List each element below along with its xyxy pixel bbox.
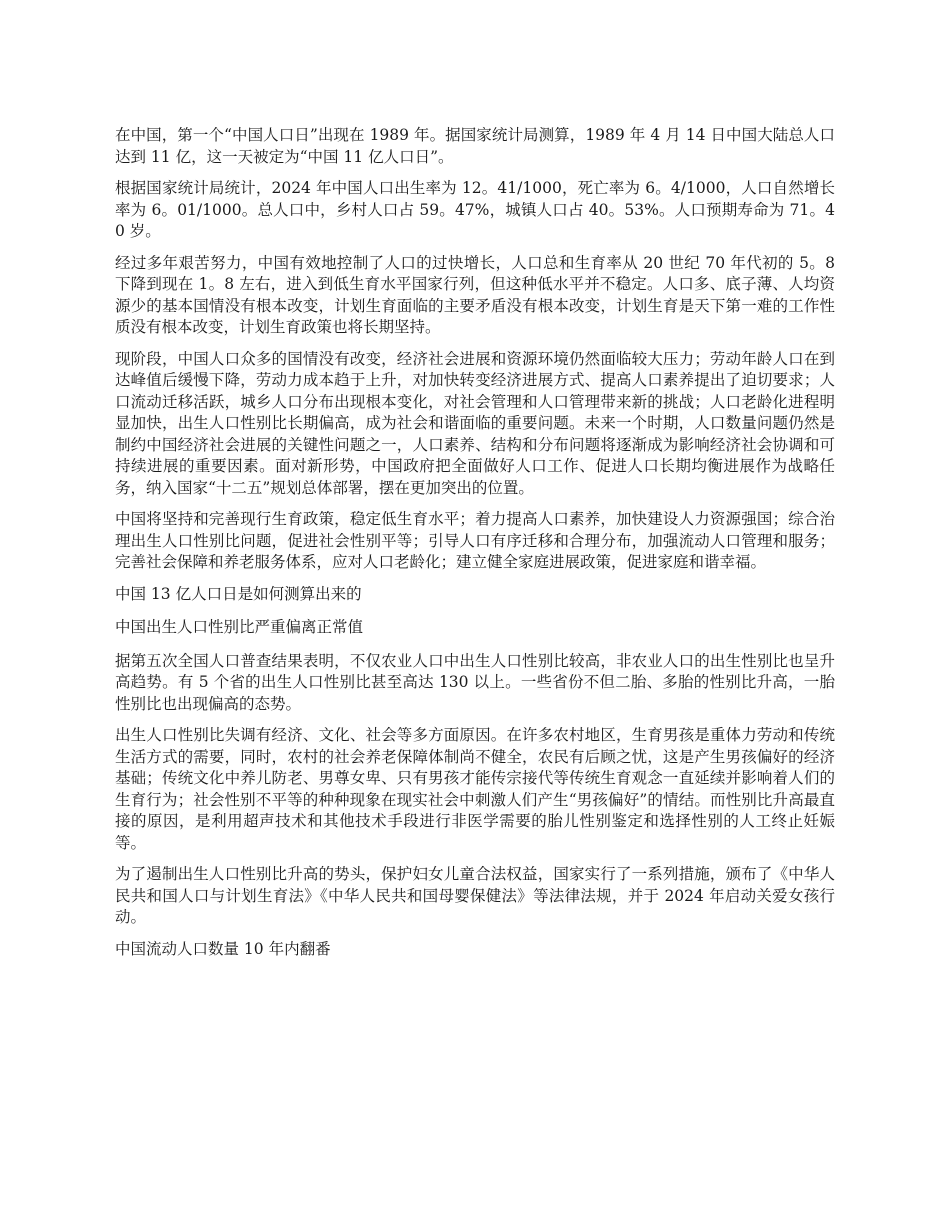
paragraph-census-results: 据第五次全国人口普查结果表明，不仅农业人口中出生人口性别比较高，非农业人口的出生性别比也呈升高趋势。有 5 个省的出生人口性别比甚至高达 130 以上。一些省份不但二胎、多胎的性别比升高，一胎性别比也出现偏高的态势。 [115,651,835,713]
paragraph-first-population-day: 在中国，第一个“中国人口日”出现在 1989 年。据国家统计局测算，1989 年 4 月 14 日中国大陆总人口达到 11 亿，这一天被定为“中国 11 亿人口日”。 [115,126,835,166]
section-title-1.3-billion-day: 中国 13 亿人口日是如何测算出来的 [115,584,362,603]
paragraph-policy-measures: 中国将坚持和完善现行生育政策，稳定低生育水平；着力提高人口素养，加快建设人力资源强国；综合治理出生人口性别比问题，促进社会性别平等；引导人口有序迁移和合理分布，加强流动人口管理和服务；完善社会保障和养老服务体系，应对人口老龄化；建立健全家庭进展政策，促进家庭和谐幸福。 [115,510,835,571]
paragraph-current-situation: 现阶段，中国人口众多的国情没有改变，经济社会进展和资源环境仍然面临较大压力；劳动年龄人口在到达峰值后缓慢下降，劳动力成本趋于上升，对加快转变经济进展方式、提高人口素养提出了迫切要求；人口流动迁移活跃，城乡人口分布出现根本变化，对社会管理和人口管理带来新的挑战；人口老龄化进程明显加快，出生人口性别比长期偏高，成为社会和谐面临的重要问题。未来一个时期，人口数量问题仍然是制约中国经济社会进展的关键性问题之一，人口素养、结构和分布问题将逐渐成为影响经济社会协调和可持续进展的重要因素。面对新形势，中国政府把全面做好人口工作、促进人口长期均衡进展作为战略任务，纳入国家“十二五”规划总体部署，摆在更加突出的位置。 [115,349,835,497]
paragraph-sex-ratio-causes: 出生人口性别比失调有经济、文化、社会等多方面原因。在许多农村地区，生育男孩是重体力劳动和传统生活方式的需要，同时，农村的社会养老保障体制尚不健全，农民有后顾之忧，这是产生男孩偏好的经济基础；传统文化中养儿防老、男尊女卑、只有男孩才能传宗接代等传统生育观念一直延续并影响着人们的生育行为；社会性别不平等的种种现象在现实社会中刺激人们产生“男孩偏好”的情结。而性别比升高最直接的原因，是利用超声技术和其他技术手段进行非医学需要的胎儿性别鉴定和选择性别的人工终止妊娠等。 [115,726,835,852]
paragraph-protection-measures: 为了遏制出生人口性别比升高的势头，保护妇女儿童合法权益，国家实行了一系列措施，颁布了《中华人民共和国人口与计划生育法》《中华人民共和国母婴保健法》等法律法规，并于 2024 年启动关爱女孩行动。 [115,865,835,926]
section-title-floating-population: 中国流动人口数量 10 年内翻番 [115,939,331,958]
section-title-sex-ratio: 中国出生人口性别比严重偏离正常值 [115,618,364,636]
paragraph-birth-control-achievements: 经过多年艰苦努力，中国有效地控制了人口的过快增长，人口总和生育率从 20 世纪 70 年代初的 5。8 下降到现在 1。8 左右，进入到低生育水平国家行列，但这种低水平并不稳定。人口多、底子薄、人均资源少的基本国情没有根本改变，计划生育面临的主要矛盾没有根本改变，计划生育是天下第一难的工作性质没有根本改变，计划生育政策也将长期坚持。 [115,253,835,336]
document-body [115,125,835,972]
paragraph-2024-statistics: 根据国家统计局统计，2024 年中国人口出生率为 12。41/1000，死亡率为 6。4/1000，人口自然增长率为 6。01/1000。总人口中，乡村人口占 59。47%，城镇人口占 40。53%。人口预期寿命为 71。40 岁。 [115,179,835,240]
